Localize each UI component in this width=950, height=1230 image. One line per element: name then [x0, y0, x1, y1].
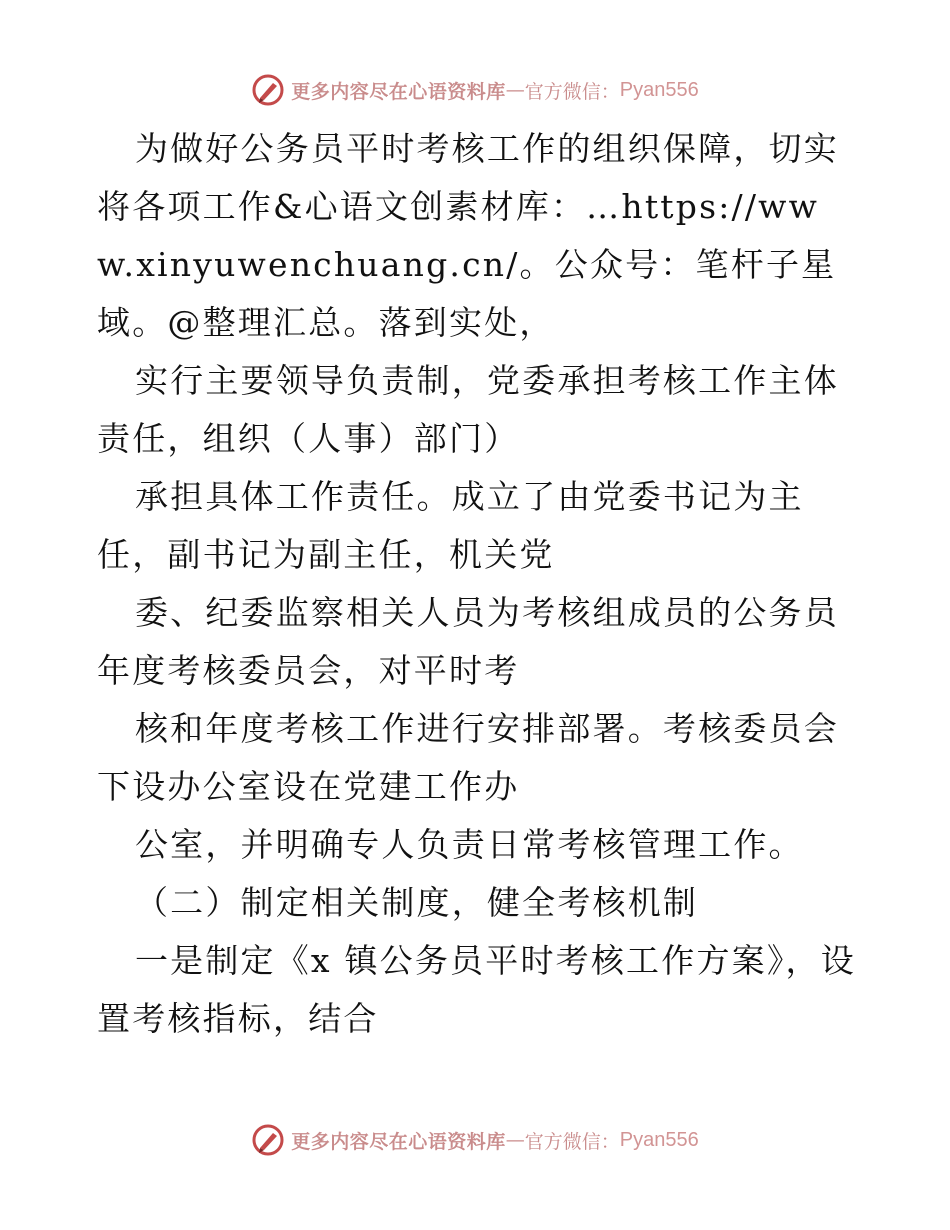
header-watermark	[0, 70, 950, 110]
paragraph-5: 核和年度考核工作进行安排部署。考核委员会下设办公室设在党建工作办	[97, 709, 839, 806]
watermark-wechat-label: 官方微信：	[524, 80, 620, 103]
paragraph-6: 公室，并明确专人负责日常考核管理工作。	[134, 825, 804, 864]
pen-logo-icon	[251, 73, 285, 107]
paragraph-1: 为做好公务员平时考核工作的组织保障，切实将各项工作&心语文创素材库：…https://www.xinyuwenchuang.cn/。公众号：笔杆子星域。@整理汇总。落到实处，	[97, 129, 839, 342]
watermark-wechat-label: 官方微信：	[524, 1130, 620, 1153]
watermark-text: 更多内容尽在心语资料库	[291, 1130, 506, 1153]
watermark-wechat-id: Pyan556	[619, 1128, 699, 1151]
watermark-text: 更多内容尽在心语资料库	[291, 80, 506, 103]
watermark-dash: —	[505, 1129, 525, 1151]
document-body	[97, 120, 857, 1048]
paragraph-4: 委、纪委监察相关人员为考核组成员的公务员年度考核委员会，对平时考	[97, 593, 839, 690]
watermark-dash: —	[505, 79, 525, 101]
footer-watermark	[0, 1120, 950, 1160]
section-heading: （二）制定相关制度，健全考核机制	[134, 883, 699, 922]
paragraph-2: 实行主要领导负责制，党委承担考核工作主体责任，组织（人事）部门）	[97, 361, 839, 458]
pen-logo-icon	[251, 1123, 285, 1157]
watermark-wechat-id: Pyan556	[619, 78, 699, 101]
paragraph-3: 承担具体工作责任。成立了由党委书记为主任，副书记为副主任，机关党	[97, 477, 804, 574]
paragraph-7: 一是制定《x 镇公务员平时考核工作方案》，设置考核指标，结合	[97, 941, 856, 1038]
